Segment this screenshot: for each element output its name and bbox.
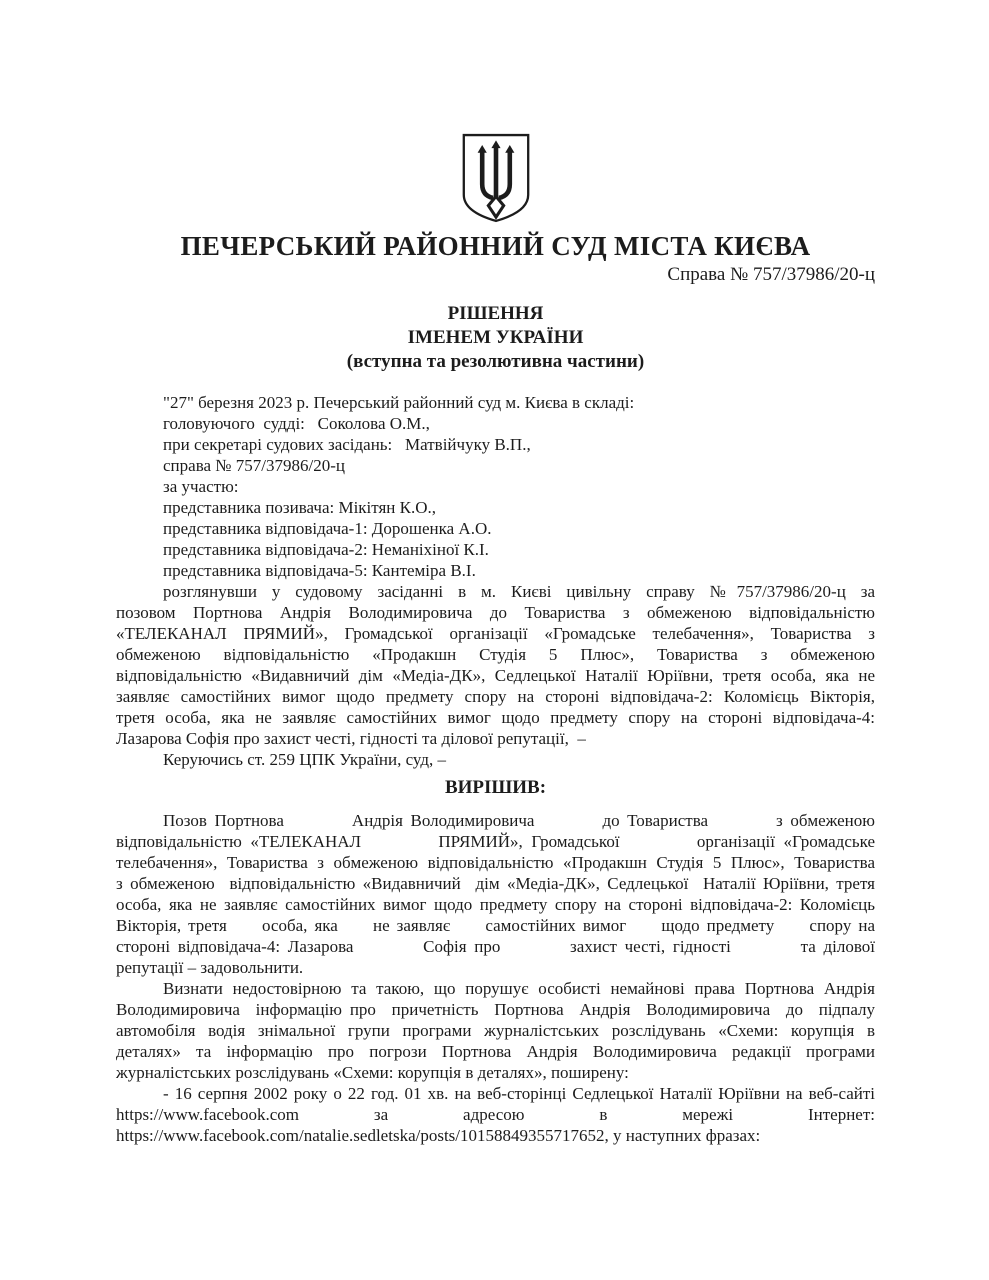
text-line: відповідальністю «ТЕЛЕКАНАЛ ПРЯМИЙ», Громадської організації «Громадське xyxy=(116,832,875,851)
text-line: з обмеженою відповідальністю «Видавничий дім «Медіа-ДК», Седлецької Наталії Юріївни, третя xyxy=(116,874,875,893)
text-line: представника позивача: Мікітян К.О., xyxy=(163,498,437,517)
text-line: - 16 серпня 2002 року о 22 год. 01 хв. на веб-сторінці Седлецької Наталії Юріївни на веб-сайті xyxy=(163,1084,875,1103)
text-line: розглянувши у судовому засіданні в м. Києві цивільну справу №757/37986/20-ц за xyxy=(163,582,875,601)
text-line: за участю: xyxy=(163,477,239,496)
text-line: Вікторія, третя особа, яка не заявляє самостійних вимог щодо предмету спору на xyxy=(116,916,875,935)
text-line: Позов Портнова Андрія Володимировича до Товариства з обмеженою xyxy=(163,811,875,830)
text-line: автомобіля водія знімальної групи програми журналістських розслідувань «Схеми: корупція в xyxy=(116,1021,875,1040)
text-line: репутації – задовольнити. xyxy=(116,958,304,977)
decision-title-block xyxy=(116,302,875,374)
decision-paragraph-recognize xyxy=(116,978,875,1083)
text-line: Володимировича інформацію про причетність Портнова Андрія Володимировича до підпалу xyxy=(116,1000,875,1019)
text-line: заявляє самостійних вимог щодо предмету спору на стороні відповідача-2: Коломієць Вікторія, xyxy=(116,687,875,706)
guided-by-line: Керуючись ст. 259 ЦПК України, суд, – xyxy=(163,750,447,769)
text-line: Визнати недостовірною та такою, що порушує особисті немайнові права Портнова Андрія xyxy=(163,979,875,998)
text-line: представника відповідача-2: Неманіхіної К.І. xyxy=(163,540,489,559)
text-line: стороні відповідача-4: Лазарова Софія про захист честі, гідності та ділової xyxy=(116,937,875,956)
text-line: деталях» та інформацію про погрози Портнова Андрія Володимировича редакції програми xyxy=(116,1042,875,1061)
text-line: журналістських розслідувань «Схеми: корупція в деталях», поширену: xyxy=(116,1063,629,1082)
text-line: особа, яка не заявляє самостійних вимог щодо предмету спору на стороні відповідача-2: Коломієць xyxy=(116,895,875,914)
text-line: головуючого судді: Соколова О.М., xyxy=(163,414,430,433)
decision-paragraph-facebook-post xyxy=(116,1083,875,1146)
text-line: справа № 757/37986/20-ц xyxy=(163,456,345,475)
text-line: обмеженою відповідальністю «Продакшн Студія 5 Плюс», Товариства з обмеженою xyxy=(116,645,875,664)
decision-title-line: РІШЕННЯ xyxy=(447,303,544,324)
text-line: третя особа, яка не заявляє самостійних вимог щодо предмету спору на стороні відповідача-4: xyxy=(116,708,875,727)
text-line: відповідальністю «Видавничий дім «Медіа-ДК», Седлецької Наталії Юріївни, третя особа, яка не xyxy=(116,666,875,685)
case-number: Справа № 757/37986/20-ц xyxy=(667,264,875,285)
decision-title-line: (вступна та резолютивна частини) xyxy=(346,351,645,372)
ukraine-trident-emblem-icon xyxy=(457,132,535,224)
text-line: Лазарова Софія про захист честі, гідності та ділової репутації, – xyxy=(116,729,586,748)
text-line: при секретарі судових засідань: Матвійчуку В.П., xyxy=(163,435,531,454)
text-line: представника відповідача-5: Кантеміра В.І. xyxy=(163,561,476,580)
decision-title-line: ІМЕНЕМ УКРАЇНИ xyxy=(407,327,584,348)
court-name-heading: ПЕЧЕРСЬКИЙ РАЙОННИЙ СУД МІСТА КИЄВА xyxy=(180,231,811,261)
court-composition-block xyxy=(116,392,875,581)
text-line: позовом Портнова Андрія Володимировича до Товариства з обмеженою відповідальністю xyxy=(116,603,875,622)
text-line: "27" березня 2023 р. Печерський районний суд м. Києва в складі: xyxy=(163,393,635,412)
text-line: «ТЕЛЕКАНАЛ ПРЯМИЙ», Громадської організації «Громадське телебачення», Товариства з xyxy=(116,624,875,643)
decided-heading: ВИРІШИВ: xyxy=(444,777,547,798)
text-line: телебачення», Товариства з обмеженою відповідальністю «Продакшн Студія 5 Плюс», Товариства xyxy=(116,853,875,872)
decision-paragraph-grant xyxy=(116,810,875,978)
text-line: https://www.facebook.com/natalie.sedletska/posts/10158849355717652, у наступних фразах: xyxy=(116,1126,761,1145)
text-line: представника відповідача-1: Дорошенка А.О. xyxy=(163,519,492,538)
text-line: https://www.facebook.com за адресою в мережі Інтернет: xyxy=(116,1105,875,1124)
case-summary-paragraph xyxy=(116,581,875,749)
